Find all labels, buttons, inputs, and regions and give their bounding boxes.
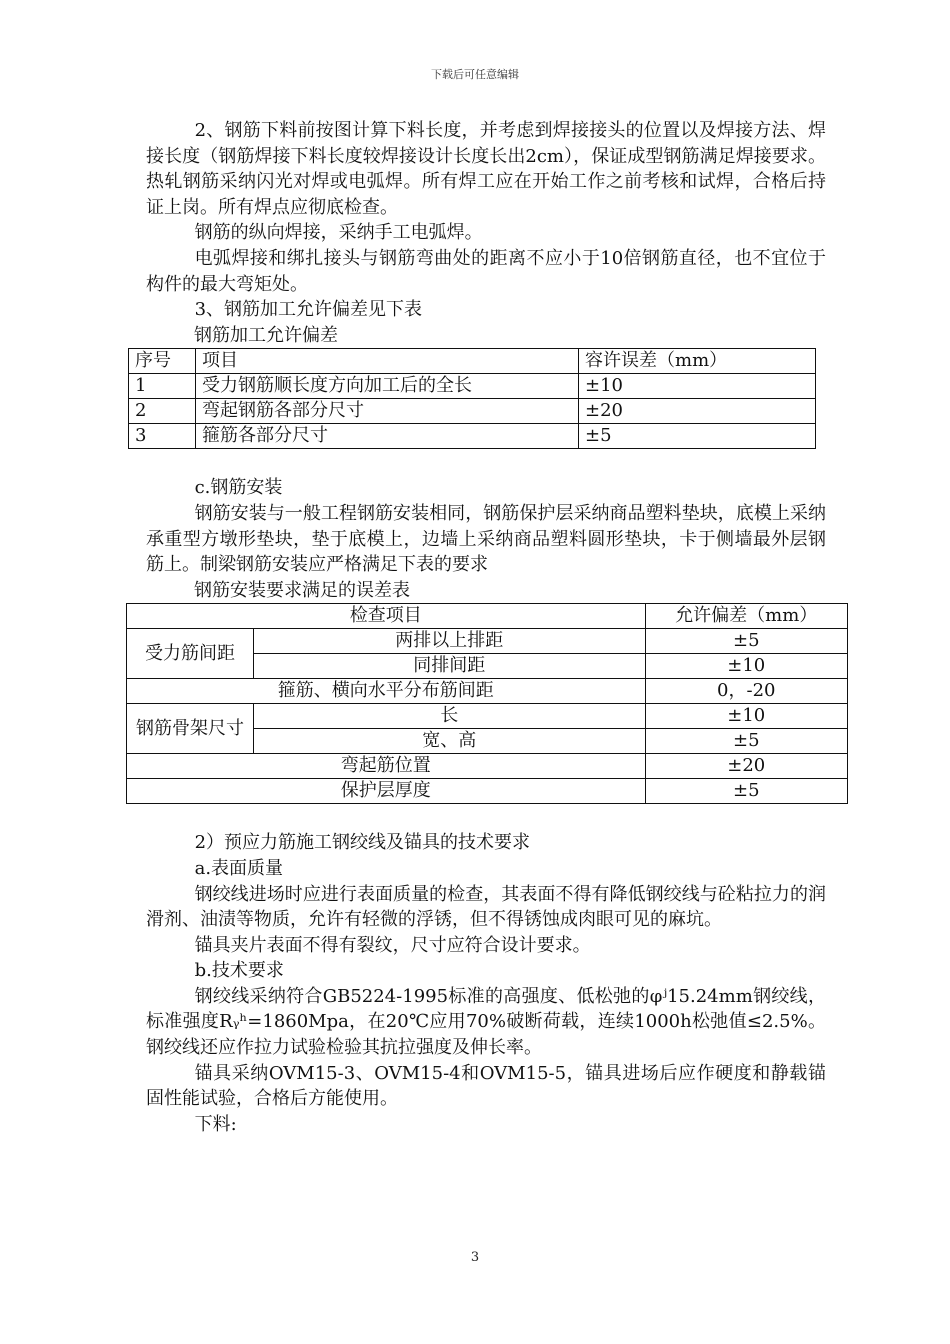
table-cell: 宽、高 [254,729,646,754]
table-cell: ±5 [645,729,847,754]
table-cell: ±5 [645,629,847,654]
table-cell: ±20 [579,399,816,424]
page-header: 下载后可任意编辑 [431,68,519,81]
table-header-cell: 容许误差（mm） [579,349,816,374]
table-row [127,779,848,804]
table-row [129,374,816,399]
table-cell: 箍筋、横向水平分布筋间距 [127,679,646,704]
paragraph: 钢筋的纵向焊接，采纳手工电弧焊。 [194,222,483,244]
table-row [127,679,848,704]
installation-tolerance-table [126,603,848,804]
table-cell: ±20 [645,754,847,779]
table-header-cell: 检查项目 [127,604,646,629]
paragraph: 锚具采纳OVM15-3、OVM15-4和OVM15-5，锚具进场后应作硬度和静载锚固性能试验，合格后方能使用。 [146,1062,826,1110]
table-cell: ±10 [579,374,816,399]
table-cell: ±10 [645,704,847,729]
table-row [127,704,848,729]
table-cell: 弯起筋位置 [127,754,646,779]
table-cell: 两排以上排距 [254,629,646,654]
paragraph: 钢绞线采纳符合GB5224-1995标准的高强度、低松弛的φʲ15.24mm钢绞线，标准强度Rᵧʰ=1860Mpa，在20℃应用70%破断荷载，连续1000h松弛值≤2.5%。钢绞线还应作拉力试验检验其抗拉强度及伸长率。 [146,985,826,1059]
table-cell: 同排间距 [254,654,646,679]
table-cell: 保护层厚度 [127,779,646,804]
page-number: 3 [470,1250,480,1265]
table-cell: 1 [129,374,196,399]
table-row [127,629,848,654]
table-cell: ±5 [579,424,816,449]
processing-tolerance-table [128,348,816,449]
section-title: c.钢筋安装 [194,477,283,499]
table-cell: 弯起钢筋各部分尺寸 [196,399,579,424]
table-cell: ±5 [645,779,847,804]
table-header-row [129,349,816,374]
paragraph: 下料: [194,1113,237,1135]
table-cell: 长 [254,704,646,729]
table-row [129,424,816,449]
table-header-row [127,604,848,629]
table-caption: 钢筋加工允许偏差 [194,324,338,346]
paragraph: 2、钢筋下料前按图计算下料长度，并考虑到焊接接头的位置以及焊接方法、焊接长度（钢筋焊接下料长度较焊接设计长度长出2cm），保证成型钢筋满足焊接要求。热轧钢筋采纳闪光对焊或电弧焊。所有焊工应在开始工作之前考核和试焊，合格后持证上岗。所有焊点应彻底检查。 [146,120,826,218]
paragraph: 电弧焊接和绑扎接头与钢筋弯曲处的距离不应小于10倍钢筋直径，也不宜位于构件的最大弯矩处。 [146,247,826,295]
group-cell: 受力筋间距 [127,629,254,679]
table-header-cell: 项目 [196,349,579,374]
paragraph: 钢筋安装与一般工程钢筋安装相同，钢筋保护层采纳商品塑料垫块，底模上采纳承重型方墩形垫块，垫于底模上，边墙上采纳商品塑料圆形垫块，卡于侧墙最外层钢筋上。制梁钢筋安装应严格满足下表的要求 [146,502,826,576]
table-row [129,399,816,424]
paragraph: 3、钢筋加工允许偏差见下表 [194,299,423,321]
subsection-title: b.技术要求 [194,960,284,982]
table-cell: 箍筋各部分尺寸 [196,424,579,449]
paragraph: 钢绞线进场时应进行表面质量的检查，其表面不得有降低钢绞线与砼粘拉力的润滑剂、油渍等物质，允许有轻微的浮锈，但不得锈蚀成肉眼可见的麻坑。 [146,883,826,931]
table-cell: 0，-20 [645,679,847,704]
group-cell: 钢筋骨架尺寸 [127,704,254,754]
section-title: 2）预应力筋施工钢绞线及锚具的技术要求 [194,832,531,854]
table-header-cell: 允许偏差（mm） [645,604,847,629]
table-cell: 受力钢筋顺长度方向加工后的全长 [196,374,579,399]
document-body [135,118,826,1137]
table-cell: 2 [129,399,196,424]
paragraph: 锚具夹片表面不得有裂纹，尺寸应符合设计要求。 [194,934,591,956]
subsection-title: a.表面质量 [194,857,284,879]
table-caption: 钢筋安装要求满足的误差表 [194,579,410,601]
table-row [127,754,848,779]
table-cell: ±10 [645,654,847,679]
table-header-cell: 序号 [129,349,196,374]
table-cell: 3 [129,424,196,449]
